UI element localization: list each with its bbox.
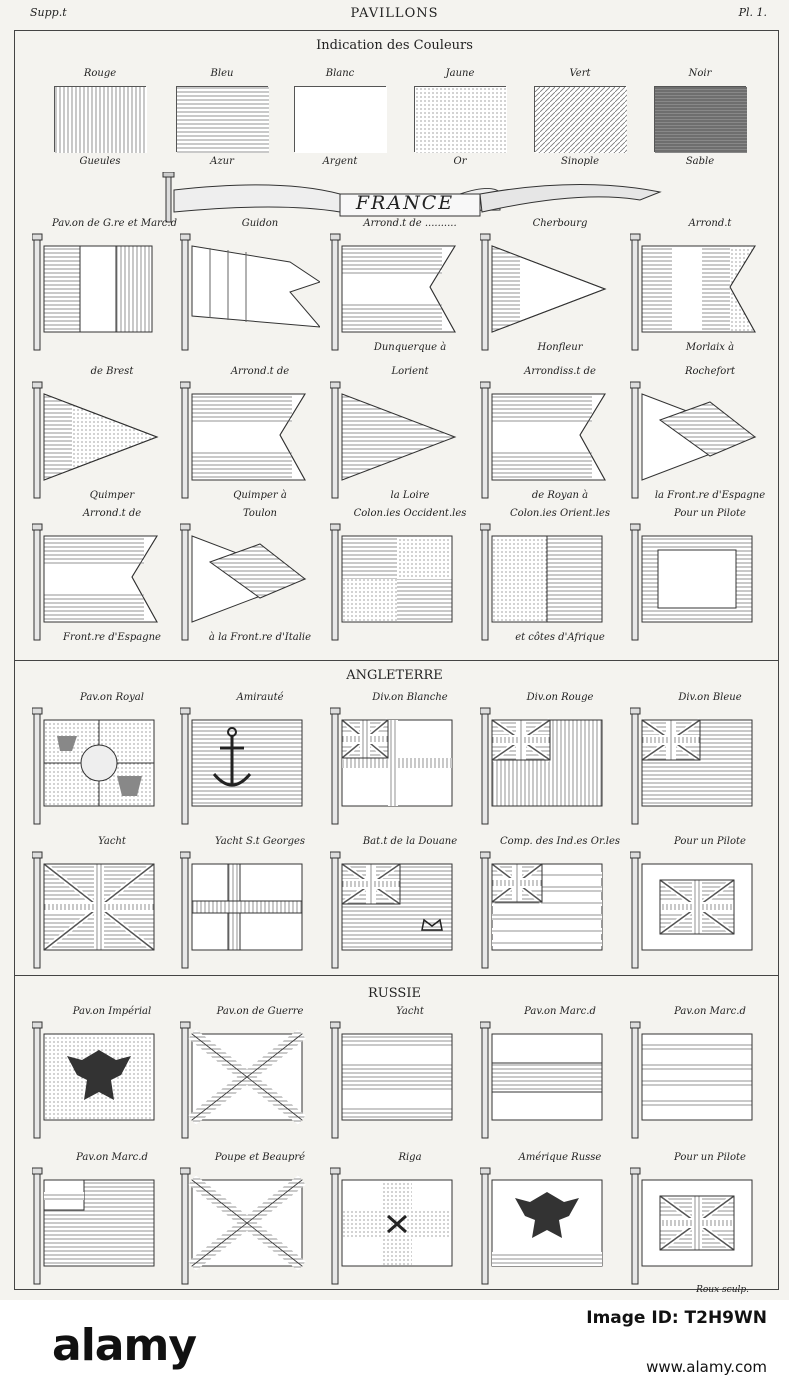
flag-caption-bottom: Quimper	[89, 490, 135, 501]
flag-caption: Arrond.t de	[82, 508, 142, 519]
flag-caption-bottom: Dunquerque à	[373, 342, 447, 353]
engraver-credit: Roux sculp.	[696, 1285, 749, 1295]
flag-stripes3	[330, 1020, 470, 1140]
flag-caption: Poupe et Beaupré	[214, 1152, 306, 1163]
flag-bicolor	[480, 522, 620, 642]
swatch-heraldic-name: Sable	[685, 156, 715, 167]
watermark-bar	[0, 1300, 789, 1390]
flag-pilotEn	[630, 850, 770, 970]
swatch-heraldic-name: Azur	[210, 156, 234, 167]
flag-caption-bottom: la Front.re d'Espagne	[654, 490, 766, 501]
flag-caption: Pav.on Marc.d	[524, 1006, 596, 1017]
flag-divBl	[630, 706, 770, 826]
flag-indes	[480, 850, 620, 970]
flag-pennantDiag	[630, 380, 770, 500]
flag-swallowH	[32, 522, 172, 642]
flag-caption: Rochefort	[684, 366, 736, 377]
swatch-heraldic-name: Sinople	[560, 156, 600, 167]
flag-caption: Arrond.t	[688, 218, 732, 229]
flag-caption: Colon.ies Orient.les	[510, 508, 610, 519]
flag-caption: Pour un Pilote	[674, 836, 746, 847]
flag-caption: Yacht S.t Georges	[214, 836, 306, 847]
flag-caption-bottom: de Royan à	[531, 490, 589, 501]
flag-tricH	[480, 1020, 620, 1140]
flag-caption-bottom: Front.re d'Espagne	[63, 632, 161, 643]
flag-pilotFr	[630, 522, 770, 642]
swatch-heraldic-name: Or	[453, 156, 467, 167]
flag-swallowH	[180, 380, 320, 500]
flag-pennantDot	[32, 380, 172, 500]
color-swatch	[54, 86, 146, 152]
flag-caption: Div.on Bleue	[678, 692, 742, 703]
swatch-color-name: Vert	[569, 68, 591, 79]
swatch-heraldic-name: Gueules	[79, 156, 121, 167]
flag-guidon	[180, 232, 320, 352]
flag-anchor	[180, 706, 320, 826]
swatch-heraldic-name: Argent	[322, 156, 358, 167]
flag-caption: Arrond.t de	[230, 366, 290, 377]
separator-russie	[14, 975, 779, 976]
flag-caption: Pour un Pilote	[674, 508, 746, 519]
flag-caption: Cherbourg	[532, 218, 588, 229]
flag-swallowH	[330, 232, 470, 352]
flag-caption: Pav.on de G.re et Marc.d	[52, 218, 177, 229]
flag-caption: Pour un Pilote	[674, 1152, 746, 1163]
colors-heading: Indication des Couleurs	[316, 38, 473, 53]
color-swatch	[654, 86, 746, 152]
flag-caption: Comp. des Ind.es Or.les	[500, 836, 621, 847]
flag-multi	[630, 1020, 770, 1140]
swatch-color-name: Blanc	[325, 68, 355, 79]
flag-riga	[330, 1166, 470, 1286]
russie-heading: RUSSIE	[368, 986, 421, 1001]
flag-caption: Amérique Russe	[518, 1152, 602, 1163]
watermark-url: www.alamy.com	[646, 1358, 767, 1376]
flag-pennantV	[480, 232, 620, 352]
flag-caption-bottom: Morlaix à	[685, 342, 735, 353]
flag-swallowV	[630, 232, 770, 352]
flag-caption: Div.on Blanche	[372, 692, 448, 703]
flag-caption-bottom: à la Front.re d'Italie	[208, 632, 312, 643]
flag-caption-bottom: et côtes d'Afrique	[515, 632, 605, 643]
swatch-color-name: Jaune	[445, 68, 475, 79]
flag-royal	[32, 706, 172, 826]
flag-saltire	[180, 1166, 320, 1286]
flag-caption-bottom: Quimper à	[233, 490, 287, 501]
flag-caption: Arrondiss.t de	[524, 366, 596, 377]
france-banner-label: FRANCE	[355, 192, 455, 214]
flag-stgeorge	[180, 850, 320, 970]
flag-caption: Pav.on Royal	[80, 692, 144, 703]
plate-title: PAVILLONS	[350, 6, 439, 21]
flag-amerique	[480, 1166, 620, 1286]
plate-number: Pl. 1.	[738, 6, 767, 19]
image-id: Image ID: T2H9WN	[586, 1308, 767, 1328]
swatch-color-name: Noir	[688, 68, 712, 79]
flag-caption: Pav.on de Guerre	[216, 1006, 304, 1017]
flag-swallowH	[480, 380, 620, 500]
flag-divR	[480, 706, 620, 826]
separator-angleterre	[14, 660, 779, 661]
flag-quarters	[330, 522, 470, 642]
flag-pennantDiag	[180, 522, 320, 642]
flag-caption-bottom: Honfleur	[537, 342, 583, 353]
flag-caption: Guidon	[241, 218, 279, 229]
swatch-color-name: Rouge	[83, 68, 117, 79]
flag-canton	[32, 1166, 172, 1286]
color-swatch	[294, 86, 386, 152]
flag-yacht	[32, 850, 172, 970]
flag-caption: Yacht	[396, 1006, 424, 1017]
flag-caption: Arrond.t de ..........	[363, 218, 457, 229]
color-swatch	[176, 86, 268, 152]
flag-divB	[330, 706, 470, 826]
flag-caption: Pav.on Impérial	[72, 1006, 152, 1017]
flag-pilotEn	[630, 1166, 770, 1286]
flag-eagle	[32, 1020, 172, 1140]
color-swatch	[534, 86, 626, 152]
flag-saltire	[180, 1020, 320, 1140]
flag-caption: Pav.on Marc.d	[674, 1006, 746, 1017]
flag-caption: Toulon	[242, 508, 277, 519]
flag-caption: Yacht	[98, 836, 126, 847]
flag-caption: Bat.t de la Douane	[362, 836, 458, 847]
angleterre-heading: ANGLETERRE	[346, 668, 443, 683]
header-left: Supp.t	[30, 6, 67, 19]
flag-caption: Riga	[398, 1152, 422, 1163]
flag-caption: Div.on Rouge	[526, 692, 594, 703]
flag-douane	[330, 850, 470, 970]
color-swatch	[414, 86, 506, 152]
flag-caption: Pav.on Marc.d	[76, 1152, 148, 1163]
flag-caption: Amirauté	[236, 692, 284, 703]
flag-tricolore	[32, 232, 172, 352]
flag-caption: Lorient	[391, 366, 429, 377]
flag-pennantPlain	[330, 380, 470, 500]
swatch-color-name: Bleu	[210, 68, 234, 79]
flag-caption: de Brest	[90, 366, 134, 377]
flag-caption: Colon.ies Occident.les	[353, 508, 467, 519]
alamy-logo: alamy	[52, 1320, 196, 1371]
flag-caption-bottom: la Loire	[390, 490, 430, 501]
